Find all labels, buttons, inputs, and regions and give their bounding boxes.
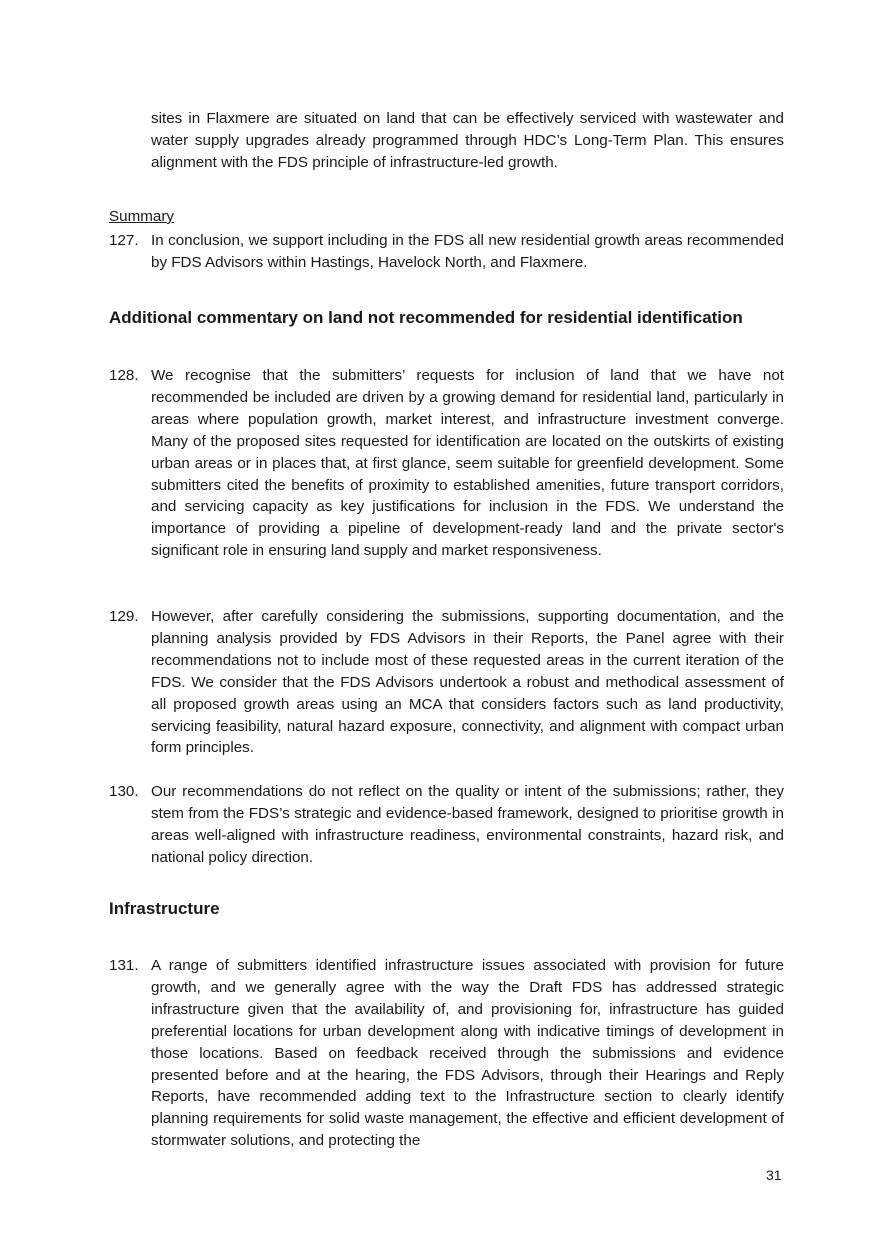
- page-number: 31: [766, 1167, 782, 1183]
- section-heading-additional-commentary: Additional commentary on land not recommended for residential identification: [109, 308, 743, 327]
- paragraph-130: [109, 781, 784, 869]
- paragraph-number: 130.: [109, 783, 139, 800]
- paragraph-text: sites in Flaxmere are situated on land that can be effectively serviced with wastewater and water supply upgrades already programmed through HDC’s Long-Term Plan. This ensures alignment with the FDS principle of infrastructure-led growth.: [151, 110, 784, 171]
- paragraph-127: [109, 230, 784, 274]
- paragraph-text: We recognise that the submitters’ requests for inclusion of land that we have not recommended be included are driven by a growing demand for residential land, particularly in areas where population growth, market interest, and infrastructure investment converge. Many of the proposed sites requested for identification are located on the outskirts of existing urban areas or in places that, at first glance, seem suitable for greenfield development. Some submitters cited the benefits of proximity to established amenities, future transport corridors, and servicing capacity as key justifications for inclusion in the FDS. We understand the importance of providing a pipeline of development-ready land and the private sector's significant role in ensuring land supply and market responsiveness.: [151, 367, 784, 560]
- paragraph-129: [109, 606, 784, 759]
- paragraph-number: 129.: [109, 608, 139, 625]
- paragraph-text: In conclusion, we support including in the FDS all new residential growth areas recommended by FDS Advisors within Hastings, Havelock North, and Flaxmere.: [151, 232, 784, 271]
- paragraph-number: 131.: [109, 957, 139, 974]
- continuation-paragraph: [109, 108, 784, 174]
- paragraph-number: 128.: [109, 367, 139, 384]
- paragraph-text: However, after carefully considering the submissions, supporting documentation, and the planning analysis provided by FDS Advisors in their Reports, the Panel agree with their recommendations not to include most of these requested areas in the current iteration of the FDS. We consider that the FDS Advisors undertook a robust and methodical assessment of all proposed growth areas using an MCA that considers factors such as land productivity, servicing feasibility, natural hazard exposure, connectivity, and alignment with compact urban form principles.: [151, 608, 784, 757]
- paragraph-text: A range of submitters identified infrastructure issues associated with provision for future growth, and we generally agree with the way the Draft FDS has addressed strategic infrastructure given that the availability of, and provisioning for, infrastructure has guided preferential locations for urban development along with indicative timings of development in those locations. Based on feedback received through the submissions and evidence presented before and at the hearing, the FDS Advisors, through their Hearings and Reply Reports, have recommended adding text to the Infrastructure section to clearly identify planning requirements for solid waste management, the effective and efficient development of stormwater solutions, and protecting the: [151, 957, 784, 1150]
- section-heading-infrastructure: Infrastructure: [109, 899, 220, 918]
- paragraph-number: 127.: [109, 232, 139, 249]
- paragraph-131: [109, 955, 784, 1152]
- section-subheading-summary: Summary: [109, 208, 174, 225]
- paragraph-128: [109, 365, 784, 562]
- paragraph-text: Our recommendations do not reflect on the quality or intent of the submissions; rather, they stem from the FDS’s strategic and evidence-based framework, designed to prioritise growth in areas well-aligned with infrastructure readiness, environmental constraints, hazard risk, and national policy direction.: [151, 783, 784, 866]
